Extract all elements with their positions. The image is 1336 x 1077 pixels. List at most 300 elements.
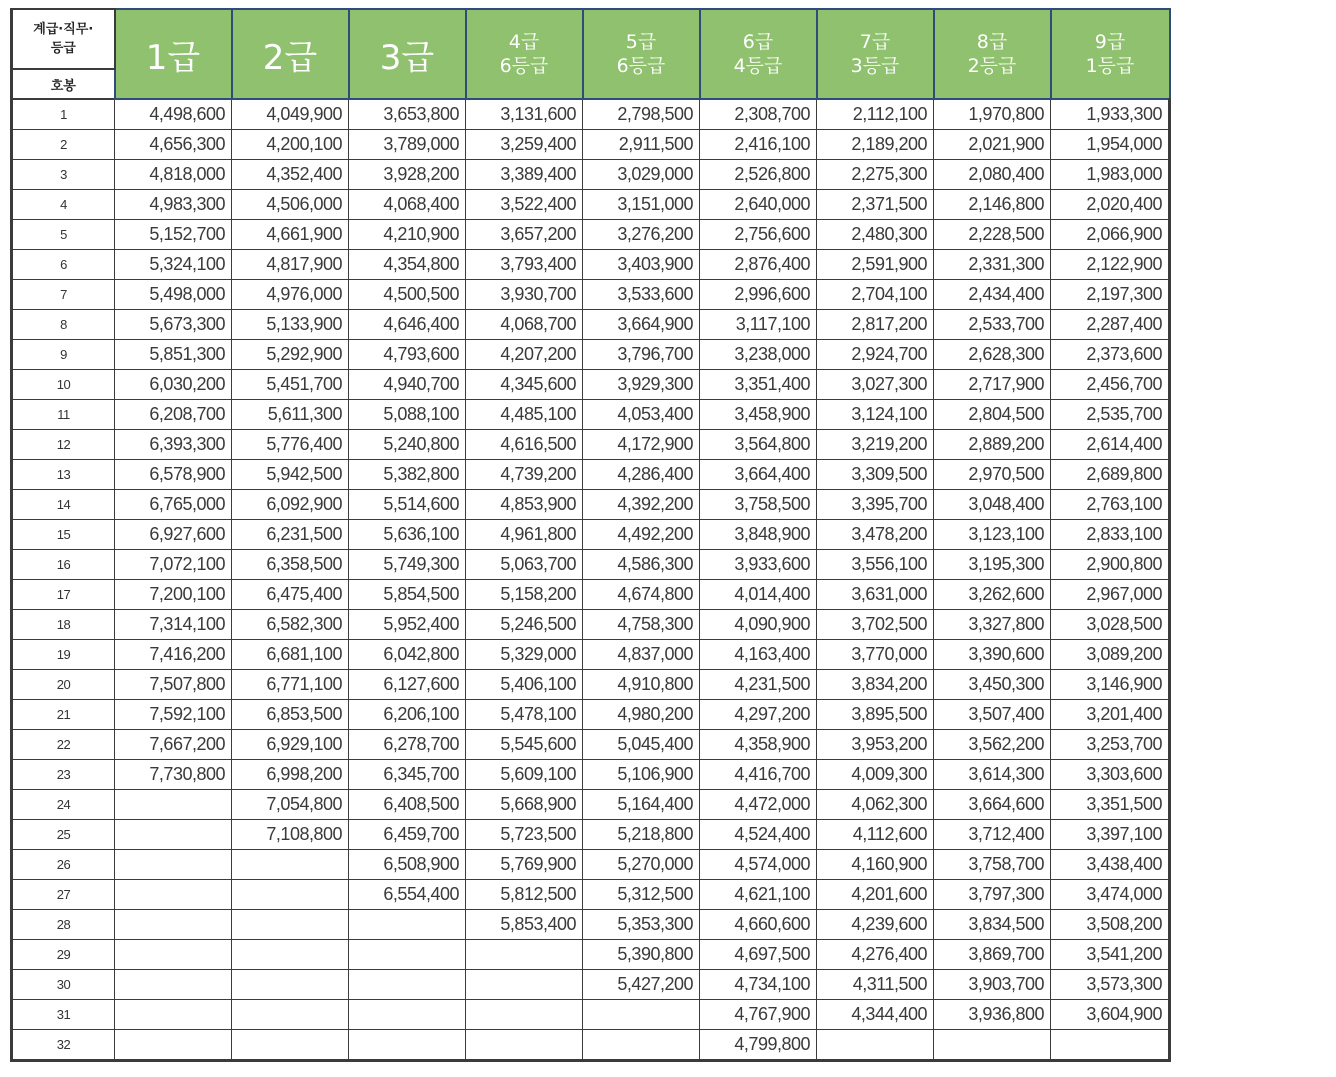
salary-cell: 4,961,800 [466,520,583,550]
salary-cell: 4,817,900 [232,250,349,280]
salary-cell: 5,673,300 [115,310,232,340]
salary-cell: 4,799,800 [700,1030,817,1061]
salary-cell: 4,286,400 [583,460,700,490]
salary-table-container [10,8,1168,1066]
salary-cell: 2,416,100 [700,130,817,160]
salary-cell: 5,292,900 [232,340,349,370]
salary-cell: 4,201,600 [817,880,934,910]
salary-cell: 3,029,000 [583,160,700,190]
salary-cell: 3,131,600 [466,99,583,130]
salary-cell [115,970,232,1000]
salary-cell: 4,660,600 [700,910,817,940]
salary-cell: 3,712,400 [934,820,1051,850]
salary-cell: 4,160,900 [817,850,934,880]
grade-header-label: 4급 [508,31,540,53]
salary-cell: 3,089,200 [1051,640,1170,670]
salary-cell: 5,611,300 [232,400,349,430]
step-cell: 21 [12,700,115,730]
step-cell: 9 [12,340,115,370]
salary-cell: 3,796,700 [583,340,700,370]
salary-cell: 4,200,100 [232,130,349,160]
salary-cell: 3,848,900 [700,520,817,550]
step-cell: 32 [12,1030,115,1061]
salary-cell: 3,522,400 [466,190,583,220]
salary-cell: 3,895,500 [817,700,934,730]
salary-cell: 2,275,300 [817,160,934,190]
salary-cell: 2,021,900 [934,130,1051,160]
salary-cell: 6,578,900 [115,460,232,490]
salary-cell: 2,146,800 [934,190,1051,220]
grade-header-label: 1등급 [1085,55,1135,77]
table-row [12,700,1170,730]
salary-cell: 4,344,400 [817,1000,934,1030]
salary-cell: 2,228,500 [934,220,1051,250]
salary-cell [232,850,349,880]
salary-cell: 3,124,100 [817,400,934,430]
salary-cell: 4,354,800 [349,250,466,280]
salary-cell: 7,108,800 [232,820,349,850]
salary-cell [466,940,583,970]
salary-cell: 2,480,300 [817,220,934,250]
salary-cell: 6,358,500 [232,550,349,580]
grade-header-label: 3급 [379,37,435,78]
step-cell: 24 [12,790,115,820]
salary-cell: 3,758,500 [700,490,817,520]
salary-cell: 7,416,200 [115,640,232,670]
table-row [12,670,1170,700]
salary-cell: 4,758,300 [583,610,700,640]
salary-cell: 4,853,900 [466,490,583,520]
salary-cell: 5,045,400 [583,730,700,760]
table-row [12,310,1170,340]
salary-cell [115,940,232,970]
salary-cell: 3,562,200 [934,730,1051,760]
grade-header-7 [817,9,934,99]
salary-cell: 6,475,400 [232,580,349,610]
step-cell: 2 [12,130,115,160]
salary-cell [232,940,349,970]
salary-cell: 2,287,400 [1051,310,1170,340]
salary-cell [232,970,349,1000]
salary-cell: 3,351,500 [1051,790,1170,820]
salary-cell: 1,954,000 [1051,130,1170,160]
salary-cell: 3,533,600 [583,280,700,310]
table-row [12,400,1170,430]
salary-cell: 4,910,800 [583,670,700,700]
salary-cell: 2,122,900 [1051,250,1170,280]
salary-cell: 2,833,100 [1051,520,1170,550]
salary-cell: 3,259,400 [466,130,583,160]
table-row [12,280,1170,310]
salary-cell: 3,953,200 [817,730,934,760]
step-cell: 8 [12,310,115,340]
salary-cell [817,1030,934,1061]
salary-cell: 1,983,000 [1051,160,1170,190]
grade-header-label: 4등급 [733,55,783,77]
step-cell: 4 [12,190,115,220]
salary-cell: 2,900,800 [1051,550,1170,580]
grade-header-9 [1051,9,1170,99]
salary-cell: 4,049,900 [232,99,349,130]
salary-cell: 7,072,100 [115,550,232,580]
salary-cell: 2,020,400 [1051,190,1170,220]
salary-cell: 4,297,200 [700,700,817,730]
step-cell: 27 [12,880,115,910]
salary-cell: 3,397,100 [1051,820,1170,850]
salary-cell: 4,239,600 [817,910,934,940]
salary-cell: 2,817,200 [817,310,934,340]
table-row [12,880,1170,910]
step-cell: 15 [12,520,115,550]
salary-cell: 3,201,400 [1051,700,1170,730]
salary-cell: 4,231,500 [700,670,817,700]
salary-cell: 5,854,500 [349,580,466,610]
salary-cell: 5,088,100 [349,400,466,430]
salary-cell: 2,331,300 [934,250,1051,280]
salary-cell: 2,371,500 [817,190,934,220]
salary-cell [115,790,232,820]
table-row [12,760,1170,790]
salary-cell: 5,133,900 [232,310,349,340]
step-cell: 25 [12,820,115,850]
salary-cell [583,1000,700,1030]
salary-cell: 4,818,000 [115,160,232,190]
salary-cell: 5,427,200 [583,970,700,1000]
salary-cell: 1,933,300 [1051,99,1170,130]
salary-cell: 2,591,900 [817,250,934,280]
table-row [12,460,1170,490]
table-row [12,970,1170,1000]
salary-cell: 2,080,400 [934,160,1051,190]
grade-header-label: 2급 [262,37,318,78]
step-cell: 22 [12,730,115,760]
salary-cell: 3,389,400 [466,160,583,190]
salary-cell: 3,834,500 [934,910,1051,940]
salary-cell: 3,928,200 [349,160,466,190]
salary-cell: 3,929,300 [583,370,700,400]
salary-cell [232,910,349,940]
grade-header-5 [583,9,700,99]
salary-cell: 3,936,800 [934,1000,1051,1030]
salary-cell [232,1000,349,1030]
salary-cell: 3,123,100 [934,520,1051,550]
table-row [12,940,1170,970]
salary-cell: 3,276,200 [583,220,700,250]
salary-cell: 4,392,200 [583,490,700,520]
salary-cell: 5,152,700 [115,220,232,250]
salary-cell: 4,163,400 [700,640,817,670]
salary-cell: 3,793,400 [466,250,583,280]
salary-cell [349,1030,466,1061]
salary-cell: 7,314,100 [115,610,232,640]
salary-cell: 3,789,000 [349,130,466,160]
step-cell: 26 [12,850,115,880]
salary-cell: 2,112,100 [817,99,934,130]
salary-cell: 2,535,700 [1051,400,1170,430]
salary-cell: 3,238,000 [700,340,817,370]
salary-cell: 5,952,400 [349,610,466,640]
grade-header-label: 3등급 [850,55,900,77]
grade-header-1 [115,9,232,99]
salary-cell: 3,664,900 [583,310,700,340]
grade-header-4 [466,9,583,99]
salary-cell: 6,929,100 [232,730,349,760]
step-cell: 1 [12,99,115,130]
salary-cell [583,1030,700,1061]
salary-cell: 4,053,400 [583,400,700,430]
salary-cell: 2,970,500 [934,460,1051,490]
salary-cell: 4,485,100 [466,400,583,430]
salary-cell: 3,351,400 [700,370,817,400]
salary-cell: 4,656,300 [115,130,232,160]
grade-header-label: 5급 [625,31,657,53]
salary-cell [232,1030,349,1061]
salary-cell: 3,657,200 [466,220,583,250]
table-row [12,430,1170,460]
salary-cell: 5,063,700 [466,550,583,580]
corner-header-grade [12,9,115,69]
salary-cell [1051,1030,1170,1061]
salary-cell: 5,749,300 [349,550,466,580]
salary-cell: 4,068,700 [466,310,583,340]
salary-cell: 2,197,300 [1051,280,1170,310]
salary-cell: 6,927,600 [115,520,232,550]
salary-cell: 7,507,800 [115,670,232,700]
step-cell: 13 [12,460,115,490]
salary-cell: 6,030,200 [115,370,232,400]
salary-cell: 5,106,900 [583,760,700,790]
salary-cell: 6,092,900 [232,490,349,520]
step-cell: 14 [12,490,115,520]
corner-header-step: 호봉 [12,69,115,99]
salary-cell [115,910,232,940]
salary-cell: 4,492,200 [583,520,700,550]
step-cell: 23 [12,760,115,790]
salary-cell [934,1030,1051,1061]
salary-cell: 3,478,200 [817,520,934,550]
salary-cell: 3,508,200 [1051,910,1170,940]
salary-cell: 3,151,000 [583,190,700,220]
salary-cell: 6,582,300 [232,610,349,640]
table-row [12,550,1170,580]
salary-cell: 5,942,500 [232,460,349,490]
salary-cell: 2,889,200 [934,430,1051,460]
salary-cell: 4,498,600 [115,99,232,130]
step-cell: 30 [12,970,115,1000]
salary-cell: 6,554,400 [349,880,466,910]
salary-cell: 4,976,000 [232,280,349,310]
table-row [12,130,1170,160]
salary-cell: 3,048,400 [934,490,1051,520]
salary-cell: 6,771,100 [232,670,349,700]
salary-cell: 3,219,200 [817,430,934,460]
salary-cell: 4,646,400 [349,310,466,340]
salary-cell: 4,940,700 [349,370,466,400]
salary-cell: 7,200,100 [115,580,232,610]
corner-header-line: 등급 [50,41,76,56]
salary-cell: 6,393,300 [115,430,232,460]
salary-cell: 3,309,500 [817,460,934,490]
salary-cell: 3,653,800 [349,99,466,130]
salary-cell: 6,278,700 [349,730,466,760]
salary-cell: 5,324,100 [115,250,232,280]
table-row [12,610,1170,640]
salary-cell: 5,270,000 [583,850,700,880]
salary-cell: 4,837,000 [583,640,700,670]
salary-cell: 4,793,600 [349,340,466,370]
salary-cell: 2,798,500 [583,99,700,130]
salary-cell: 4,276,400 [817,940,934,970]
step-cell: 7 [12,280,115,310]
salary-cell: 3,403,900 [583,250,700,280]
salary-cell: 5,853,400 [466,910,583,940]
salary-cell: 2,996,600 [700,280,817,310]
salary-cell: 3,027,300 [817,370,934,400]
grade-header-label: 6등급 [616,55,666,77]
salary-cell: 4,586,300 [583,550,700,580]
salary-cell: 3,438,400 [1051,850,1170,880]
salary-cell: 3,664,400 [700,460,817,490]
salary-cell [115,1030,232,1061]
salary-cell: 3,253,700 [1051,730,1170,760]
salary-cell: 2,189,200 [817,130,934,160]
salary-cell: 6,127,600 [349,670,466,700]
salary-cell: 6,345,700 [349,760,466,790]
salary-cell: 4,068,400 [349,190,466,220]
salary-cell: 2,924,700 [817,340,934,370]
salary-cell: 4,767,900 [700,1000,817,1030]
grade-header-8 [934,9,1051,99]
salary-cell: 5,769,900 [466,850,583,880]
salary-cell: 2,704,100 [817,280,934,310]
salary-cell: 2,533,700 [934,310,1051,340]
step-cell: 31 [12,1000,115,1030]
salary-cell: 3,664,600 [934,790,1051,820]
salary-cell: 2,763,100 [1051,490,1170,520]
salary-cell: 4,210,900 [349,220,466,250]
step-cell: 29 [12,940,115,970]
salary-cell: 4,739,200 [466,460,583,490]
salary-cell: 5,329,000 [466,640,583,670]
salary-cell: 5,609,100 [466,760,583,790]
grade-header-label: 7급 [859,31,891,53]
salary-cell: 5,478,100 [466,700,583,730]
step-cell: 12 [12,430,115,460]
salary-cell: 6,206,100 [349,700,466,730]
grade-header-2 [232,9,349,99]
salary-cell: 4,014,400 [700,580,817,610]
salary-cell: 3,797,300 [934,880,1051,910]
grade-header-label: 1급 [145,37,201,78]
salary-cell: 5,514,600 [349,490,466,520]
salary-cell: 5,545,600 [466,730,583,760]
table-row [12,340,1170,370]
salary-cell: 4,661,900 [232,220,349,250]
table-body [12,99,1170,1061]
salary-cell: 2,614,400 [1051,430,1170,460]
salary-cell: 1,970,800 [934,99,1051,130]
salary-cell [349,910,466,940]
step-cell: 18 [12,610,115,640]
salary-cell: 7,054,800 [232,790,349,820]
salary-cell [349,940,466,970]
salary-cell: 5,812,500 [466,880,583,910]
salary-cell: 2,066,900 [1051,220,1170,250]
table-row [12,640,1170,670]
salary-cell: 5,723,500 [466,820,583,850]
salary-cell: 7,730,800 [115,760,232,790]
table-row [12,490,1170,520]
salary-cell: 5,498,000 [115,280,232,310]
table-row [12,220,1170,250]
salary-cell: 4,574,000 [700,850,817,880]
grade-header-6 [700,9,817,99]
salary-cell: 3,564,800 [700,430,817,460]
salary-cell: 7,667,200 [115,730,232,760]
salary-cell: 4,345,600 [466,370,583,400]
table-row [12,250,1170,280]
salary-cell [115,850,232,880]
salary-cell: 4,980,200 [583,700,700,730]
salary-cell: 7,592,100 [115,700,232,730]
salary-cell: 2,308,700 [700,99,817,130]
table-row [12,910,1170,940]
salary-cell: 2,373,600 [1051,340,1170,370]
salary-cell: 3,604,900 [1051,1000,1170,1030]
table-row [12,850,1170,880]
salary-cell: 2,526,800 [700,160,817,190]
salary-cell: 6,853,500 [232,700,349,730]
grade-header-label: 2등급 [967,55,1017,77]
table-row [12,1000,1170,1030]
step-cell: 17 [12,580,115,610]
salary-cell: 3,614,300 [934,760,1051,790]
grade-header-label: 8급 [976,31,1008,53]
salary-cell: 2,876,400 [700,250,817,280]
salary-cell: 3,834,200 [817,670,934,700]
salary-cell: 3,541,200 [1051,940,1170,970]
salary-cell: 5,636,100 [349,520,466,550]
table-row [12,160,1170,190]
salary-cell [466,970,583,1000]
salary-cell [115,880,232,910]
table-row [12,580,1170,610]
salary-cell: 3,573,300 [1051,970,1170,1000]
salary-cell: 2,756,600 [700,220,817,250]
salary-cell: 4,472,000 [700,790,817,820]
salary-cell: 4,172,900 [583,430,700,460]
step-cell: 19 [12,640,115,670]
salary-cell: 3,195,300 [934,550,1051,580]
salary-cell: 3,631,000 [817,580,934,610]
salary-cell: 3,933,600 [700,550,817,580]
salary-cell: 3,758,700 [934,850,1051,880]
salary-cell: 6,208,700 [115,400,232,430]
table-row [12,1030,1170,1061]
salary-cell: 4,207,200 [466,340,583,370]
salary-cell: 2,804,500 [934,400,1051,430]
step-cell: 3 [12,160,115,190]
salary-cell: 3,262,600 [934,580,1051,610]
salary-cell: 5,164,400 [583,790,700,820]
corner-header-line: 계급·직무· [33,22,94,37]
salary-cell: 6,681,100 [232,640,349,670]
salary-cell: 6,408,500 [349,790,466,820]
salary-cell: 5,246,500 [466,610,583,640]
salary-cell: 4,674,800 [583,580,700,610]
table-row [12,790,1170,820]
salary-cell: 3,458,900 [700,400,817,430]
